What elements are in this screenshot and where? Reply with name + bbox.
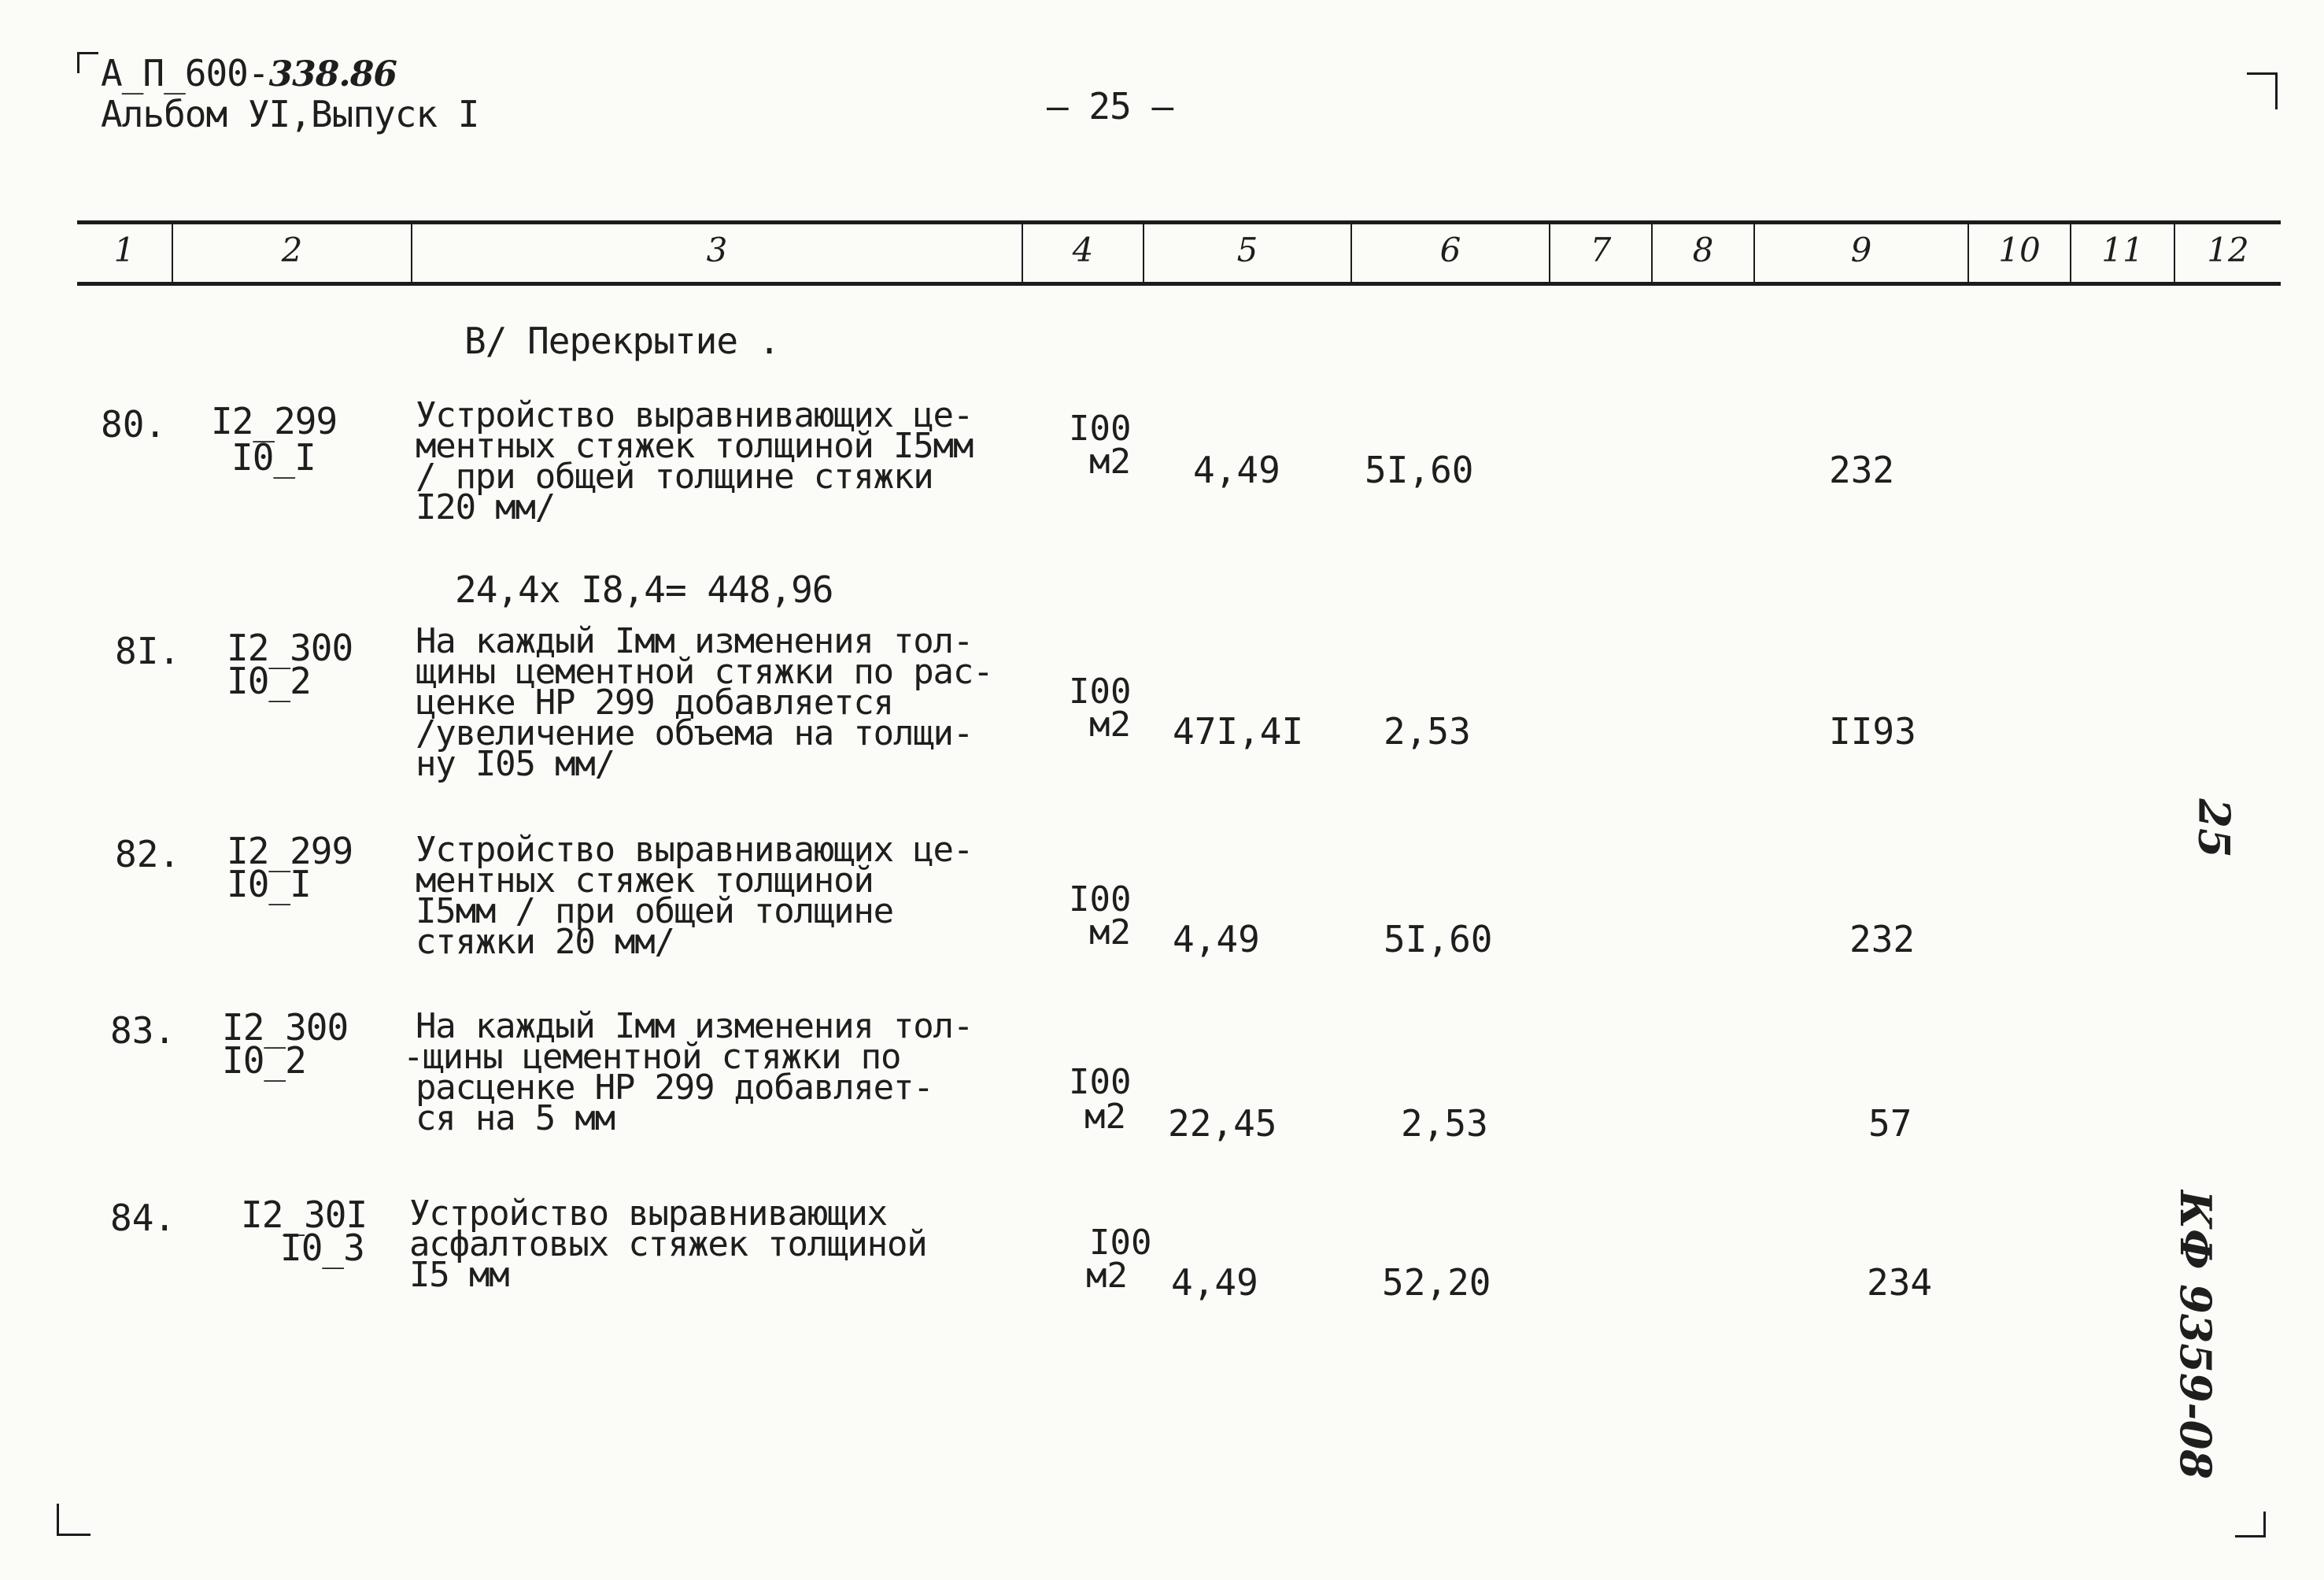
total-cost-value: 232 [1829, 449, 1895, 491]
column-number-2: 2 [281, 231, 303, 269]
work-description-line: /увеличение объема на толщи- [416, 713, 974, 753]
table-header-top-line [77, 220, 2281, 224]
column-number-9: 9 [1850, 231, 1872, 269]
rate-code-line: І2_299 [227, 830, 353, 872]
margin-page-number: 25 [2189, 798, 2240, 858]
row-number: 82. [115, 833, 181, 875]
unit-line: І00 [1069, 672, 1132, 712]
total-cost-value: 234 [1867, 1261, 1933, 1304]
quantity-value: 4,49 [1171, 1261, 1258, 1304]
rate-code-line: І2_299 [211, 400, 338, 442]
work-description-line: щины цементной стяжки по рас- [416, 652, 993, 692]
work-description-line: расценке НР 299 добавляет- [416, 1068, 933, 1108]
work-description-line: І20 мм/ [416, 487, 556, 527]
unit-line: І00 [1069, 409, 1132, 449]
unit-price-value: 5І,60 [1365, 449, 1474, 491]
corner-mark-top-right [2247, 72, 2278, 109]
work-description-line: / при общей толщине стяжки [416, 457, 933, 497]
document-code-handwritten: 338.86 [268, 54, 397, 94]
column-number-7: 7 [1590, 231, 1612, 269]
column-number-10: 10 [1998, 231, 2041, 269]
rate-code-line: І0_2 [227, 660, 311, 702]
document-code-typed: А_П_600- [101, 52, 269, 94]
total-cost-value: 232 [1849, 918, 1916, 960]
rate-code-line: І0_І [231, 436, 316, 479]
rate-code-line: І0_І [227, 863, 311, 905]
work-description-line: асфалтовых стяжек толщиной [409, 1224, 927, 1264]
page-number: — 25 – [1047, 85, 1173, 128]
corner-mark-bottom-left [57, 1504, 91, 1536]
work-description-line: На каждый Імм изменения тол- [416, 621, 974, 661]
work-description-line: І5 мм [409, 1255, 509, 1295]
section-title: В/ Перекрытие . [464, 320, 780, 362]
column-number-8: 8 [1692, 231, 1714, 269]
unit-price-value: 2,53 [1401, 1102, 1488, 1145]
work-description-line: ментных стяжек толщиной І5мм [416, 426, 974, 466]
rate-code-line: І0_2 [222, 1039, 306, 1082]
column-number-1: 1 [113, 231, 135, 269]
unit-price-value: 2,53 [1384, 710, 1471, 753]
rate-code-line: І2_300 [227, 627, 353, 669]
quantity-value: 47І,4І [1173, 710, 1304, 753]
column-number-11: 11 [2101, 231, 2144, 269]
unit-line: І00 [1069, 879, 1132, 920]
unit-price-value: 5І,60 [1384, 918, 1493, 960]
work-description-line: -щины цементной стяжки по [403, 1037, 901, 1077]
corner-mark-bottom-right [2235, 1512, 2266, 1537]
rate-code-line: І2_30І [241, 1193, 368, 1236]
work-description-line: ментных стяжек толщиной [416, 860, 874, 901]
quantity-value: 4,49 [1173, 918, 1260, 960]
unit-line: І00 [1089, 1223, 1152, 1263]
work-description-line: Устройство выравнивающих це- [416, 395, 974, 435]
row-number: 80. [101, 403, 167, 446]
work-description-line: стяжки 20 мм/ [416, 922, 674, 962]
column-number-3: 3 [706, 231, 728, 269]
quantity-value: 22,45 [1168, 1102, 1277, 1145]
unit-line: м2 [1089, 442, 1131, 482]
album-label: Альбом УІ,Выпуск І [101, 93, 479, 135]
unit-line: І00 [1069, 1062, 1132, 1102]
unit-line: м2 [1089, 912, 1131, 953]
column-number-12: 12 [2207, 231, 2249, 269]
work-description-line: На каждый Імм изменения тол- [416, 1006, 974, 1046]
unit-price-value: 52,20 [1382, 1261, 1491, 1304]
row-number: 84. [110, 1197, 176, 1239]
unit-line: м2 [1089, 705, 1131, 745]
unit-line: м2 [1084, 1097, 1126, 1137]
total-cost-value: ІІ93 [1829, 710, 1916, 753]
row-number: 8І. [115, 630, 181, 672]
work-description-line: ся на 5 мм [416, 1098, 615, 1138]
work-description-line: ценке НР 299 добавляется [416, 683, 893, 723]
column-number-4: 4 [1072, 231, 1094, 269]
volume-formula: 24,4х І8,4= 448,96 [455, 568, 833, 611]
work-description-line: І5мм / при общей толщине [416, 891, 893, 931]
total-cost-value: 57 [1868, 1102, 1912, 1145]
work-description-line: ну І05 мм/ [416, 744, 615, 784]
column-number-6: 6 [1439, 231, 1461, 269]
table-header-bottom-line [77, 282, 2281, 286]
unit-line: м2 [1086, 1256, 1128, 1296]
rate-code-line: І0_3 [280, 1227, 364, 1269]
quantity-value: 4,49 [1193, 449, 1280, 491]
rate-code-line: І2_300 [222, 1006, 349, 1049]
column-number-5: 5 [1236, 231, 1258, 269]
margin-document-code: КФ 9359-08 [2171, 1190, 2221, 1480]
row-number: 83. [110, 1009, 176, 1052]
document-code [101, 52, 397, 94]
work-description-line: Устройство выравнивающих [409, 1193, 887, 1234]
corner-mark-top-left [77, 52, 98, 73]
work-description-line: Устройство выравнивающих це- [416, 830, 974, 870]
